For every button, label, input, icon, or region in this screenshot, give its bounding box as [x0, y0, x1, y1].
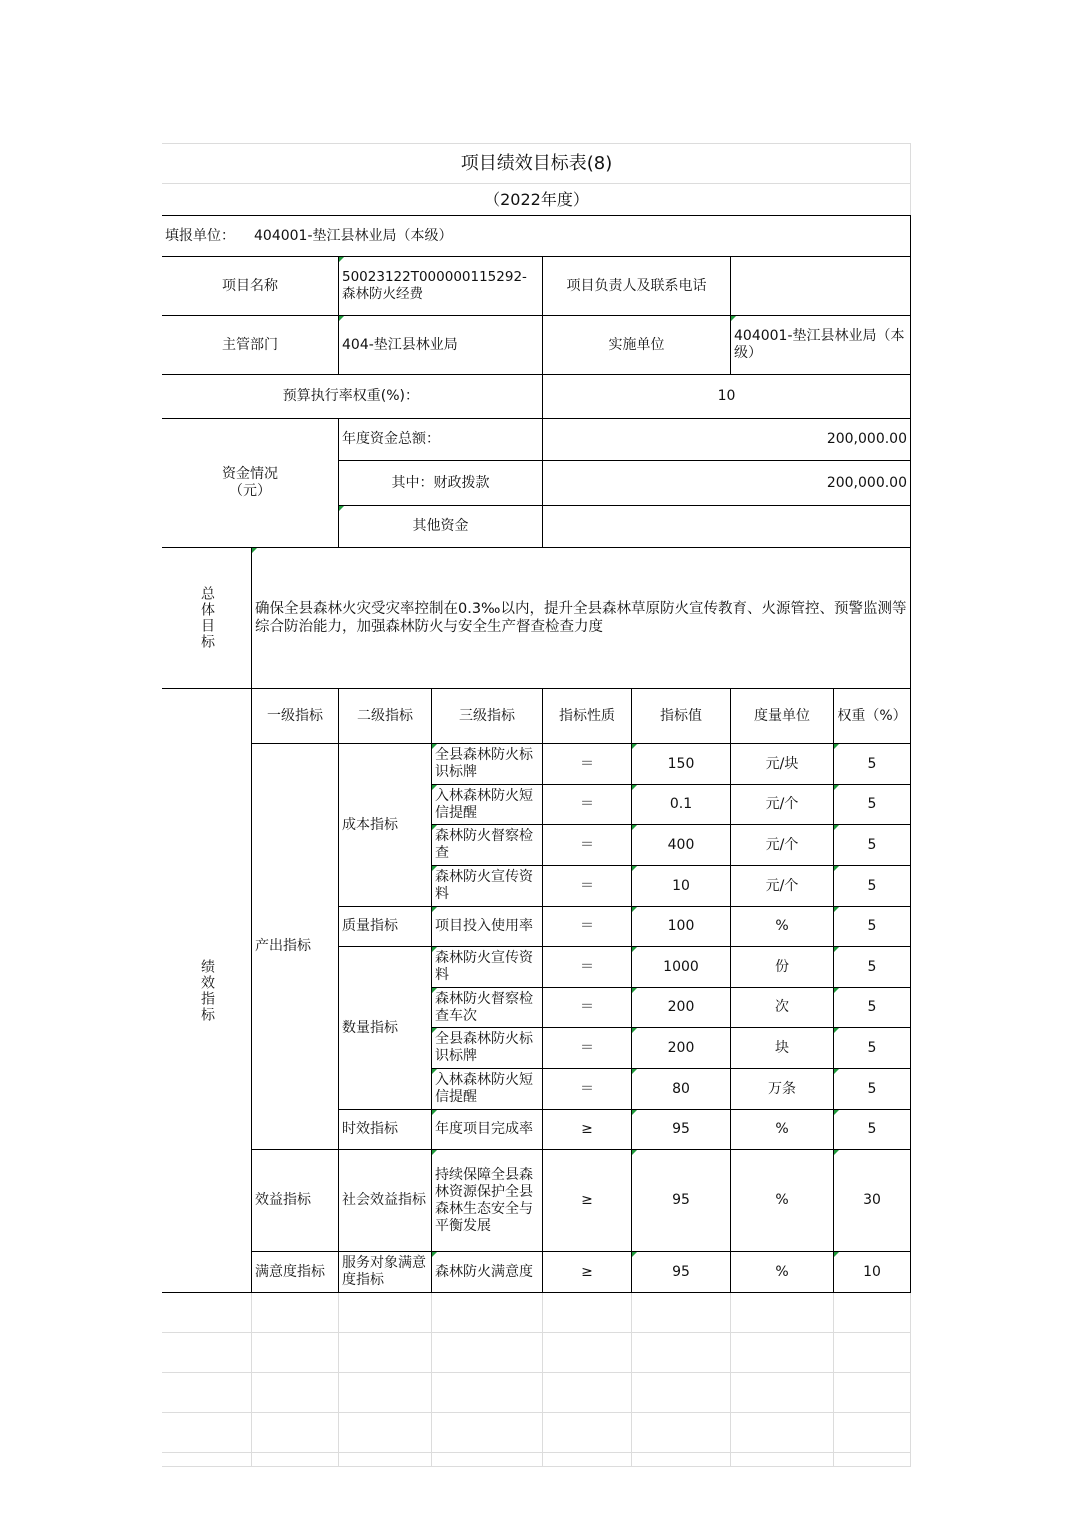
level2-quantity: 数量指标 [342, 1019, 398, 1036]
row-op: ＝ [580, 836, 594, 853]
grid-line [542, 1292, 543, 1467]
grid-line [431, 1292, 432, 1467]
cell-marker [432, 785, 437, 790]
budget-weight-value: 10 [717, 388, 736, 404]
row-value: 95 [672, 1192, 690, 1208]
level3-name: 全县森林防火标识标牌 [435, 747, 533, 780]
funds-total-value: 200,000.00 [826, 431, 907, 447]
row-op: ＝ [580, 755, 594, 772]
row-op: ＝ [580, 958, 594, 975]
border-line [910, 215, 911, 1293]
grid-line [251, 1292, 252, 1467]
row-unit: 元/个 [765, 796, 799, 812]
manager-value [731, 257, 910, 315]
row-unit: 次 [775, 999, 789, 1015]
row-weight: 30 [863, 1192, 881, 1208]
border-line [162, 1292, 911, 1293]
cell-marker [632, 1028, 637, 1033]
level3-name: 森林防火满意度 [435, 1263, 533, 1280]
row-value: 150 [667, 755, 695, 772]
row-weight: 5 [867, 1080, 877, 1097]
grid-line [833, 1292, 834, 1467]
level3-name: 入林森林防火短信提醒 [435, 1072, 533, 1105]
cell-marker [432, 866, 437, 871]
project-name-label: 项目名称 [222, 277, 278, 294]
grid-line [162, 1332, 911, 1333]
row-unit: % [775, 918, 789, 934]
level2-cost: 成本指标 [342, 816, 398, 833]
cell-marker [632, 825, 637, 830]
row-op: ≥ [581, 1263, 593, 1280]
row-weight: 5 [867, 1039, 877, 1056]
cell-marker [632, 744, 637, 749]
cell-marker [432, 825, 437, 830]
level3-name: 森林防火督察检查 [435, 828, 533, 861]
level2-quality: 质量指标 [342, 918, 398, 934]
cell-marker [632, 988, 637, 993]
funds-other-value [543, 506, 910, 547]
level2-social: 社会效益指标 [342, 1192, 426, 1208]
dept-label: 主管部门 [222, 336, 278, 353]
row-weight: 5 [867, 958, 877, 975]
row-unit: 元/块 [765, 755, 799, 772]
grid-line [338, 1292, 339, 1467]
cell-marker [632, 947, 637, 952]
row-op: ＝ [580, 796, 594, 812]
funds-total-label: 年度资金总额： [342, 431, 440, 447]
row-unit: % [775, 1263, 789, 1280]
cell-marker [632, 1069, 637, 1074]
indicators-section-label: 绩效指标 [199, 958, 215, 1023]
cell-marker [432, 1110, 437, 1115]
funds-other-label: 其他资金 [412, 518, 469, 534]
funds-label: 资金情况（元） [222, 466, 278, 499]
level3-name: 全县森林防火标识标牌 [435, 1031, 533, 1064]
cell-marker [432, 907, 437, 912]
cell-marker [834, 907, 839, 912]
level3-name: 项目投入使用率 [435, 918, 533, 934]
grid-line [162, 1412, 911, 1413]
year-subtitle: （2022年度） [484, 190, 589, 209]
header-unit: 度量单位 [754, 707, 810, 724]
grid-line [162, 1466, 911, 1467]
row-value: 100 [667, 918, 695, 934]
cell-marker [834, 947, 839, 952]
row-unit: % [775, 1121, 789, 1137]
level3-name: 持续保障全县森林资源保护全县森林生态安全与平衡发展 [435, 1166, 533, 1234]
cell-marker [834, 825, 839, 830]
project-name-value: 50023122T000000115292-森林防火经费 [342, 269, 527, 302]
cell-marker [834, 1150, 839, 1155]
grid-line [631, 1292, 632, 1467]
row-value: 200 [667, 999, 695, 1015]
row-weight: 5 [867, 1121, 877, 1137]
cell-marker [834, 744, 839, 749]
cell-marker [432, 988, 437, 993]
row-op: ≥ [581, 1192, 593, 1208]
cell-marker [339, 506, 344, 511]
grid-line [730, 1292, 731, 1467]
level3-name: 年度项目完成率 [435, 1121, 533, 1137]
level1-output: 产出指标 [255, 938, 311, 954]
cell-marker [632, 785, 637, 790]
row-unit: 块 [775, 1039, 789, 1056]
cell-marker [632, 866, 637, 871]
level3-name: 森林防火督察检查车次 [435, 990, 533, 1024]
row-unit: % [775, 1192, 789, 1208]
row-unit: 份 [775, 958, 789, 975]
row-unit: 元/个 [765, 877, 799, 894]
row-weight: 5 [867, 796, 877, 812]
goal-label: 总体目标 [199, 586, 215, 650]
cell-marker [632, 1252, 637, 1257]
row-weight: 5 [867, 999, 877, 1015]
row-weight: 5 [867, 918, 877, 934]
header-level2: 二级指标 [357, 707, 413, 724]
cell-marker [834, 988, 839, 993]
cell-marker [834, 1028, 839, 1033]
cell-marker [834, 866, 839, 871]
cell-marker [432, 1028, 437, 1033]
row-value: 200 [667, 1039, 695, 1056]
row-op: ＝ [580, 877, 594, 894]
row-op: ＝ [580, 999, 594, 1015]
row-op: ＝ [580, 1039, 594, 1056]
level3-name: 森林防火宣传资料 [435, 950, 533, 983]
budget-weight-label: 预算执行率权重(%)： [282, 388, 419, 404]
header-weight: 权重（%） [837, 707, 907, 724]
row-weight: 5 [867, 877, 877, 894]
unit-label: 填报单位： [165, 227, 235, 244]
row-value: 95 [672, 1121, 690, 1137]
level2-timeliness: 时效指标 [342, 1121, 398, 1137]
header-level1: 一级指标 [267, 707, 323, 724]
cell-marker [834, 785, 839, 790]
impl-label: 实施单位 [608, 336, 665, 353]
grid-line [910, 1292, 911, 1467]
row-unit: 元/个 [765, 836, 799, 853]
impl-value: 404001-垫江县林业局（本级） [734, 328, 905, 361]
level3-name: 森林防火宣传资料 [435, 869, 533, 902]
row-op: ＝ [580, 1080, 594, 1097]
grid-line [162, 1452, 911, 1453]
row-value: 80 [672, 1080, 690, 1097]
cell-marker [632, 907, 637, 912]
page-title: 项目绩效目标表(8) [460, 153, 613, 174]
row-value: 1000 [663, 958, 699, 975]
row-op: ＝ [580, 918, 594, 934]
cell-marker [632, 1150, 637, 1155]
cell-marker [252, 548, 257, 553]
cell-marker [432, 1150, 437, 1155]
row-weight: 5 [867, 836, 877, 853]
goal-text: 确保全县森林火灾受灾率控制在0.3‰以内，提升全县森林草原防火宣传教育、火源管控、预警监测等综合防治能力，加强森林防火与安全生产督查检查力度 [255, 601, 907, 635]
level3-name: 入林森林防火短信提醒 [435, 787, 533, 821]
row-weight: 5 [867, 755, 877, 772]
cell-marker [432, 1252, 437, 1257]
level2-service: 服务对象满意度指标 [342, 1255, 426, 1288]
cell-marker [339, 316, 344, 321]
grid-line [162, 1372, 911, 1373]
row-value: 10 [672, 877, 690, 894]
cell-marker [339, 257, 344, 262]
row-op: ≥ [581, 1121, 593, 1137]
cell-marker [632, 1110, 637, 1115]
cell-marker [834, 1110, 839, 1115]
cell-marker [432, 744, 437, 749]
row-value: 95 [672, 1263, 690, 1280]
row-value: 400 [667, 836, 695, 853]
cell-marker [834, 1252, 839, 1257]
header-value: 指标值 [660, 707, 702, 724]
funds-fiscal-value: 200,000.00 [826, 474, 907, 491]
header-nature: 指标性质 [559, 707, 615, 724]
dept-value: 404-垫江县林业局 [342, 336, 458, 353]
manager-label: 项目负责人及联系电话 [566, 277, 707, 294]
row-value: 0.1 [669, 796, 693, 812]
row-weight: 10 [863, 1263, 881, 1280]
unit-value: 404001-垫江县林业局（本级） [254, 227, 453, 244]
cell-marker [834, 1069, 839, 1074]
level1-satisfaction: 满意度指标 [255, 1263, 325, 1280]
level1-benefit: 效益指标 [255, 1192, 311, 1208]
cell-marker [432, 1069, 437, 1074]
row-unit: 万条 [768, 1080, 796, 1097]
cell-marker [432, 947, 437, 952]
funds-fiscal-label: 其中：财政拨款 [391, 474, 490, 491]
cell-marker [731, 316, 736, 321]
header-level3: 三级指标 [459, 707, 515, 724]
